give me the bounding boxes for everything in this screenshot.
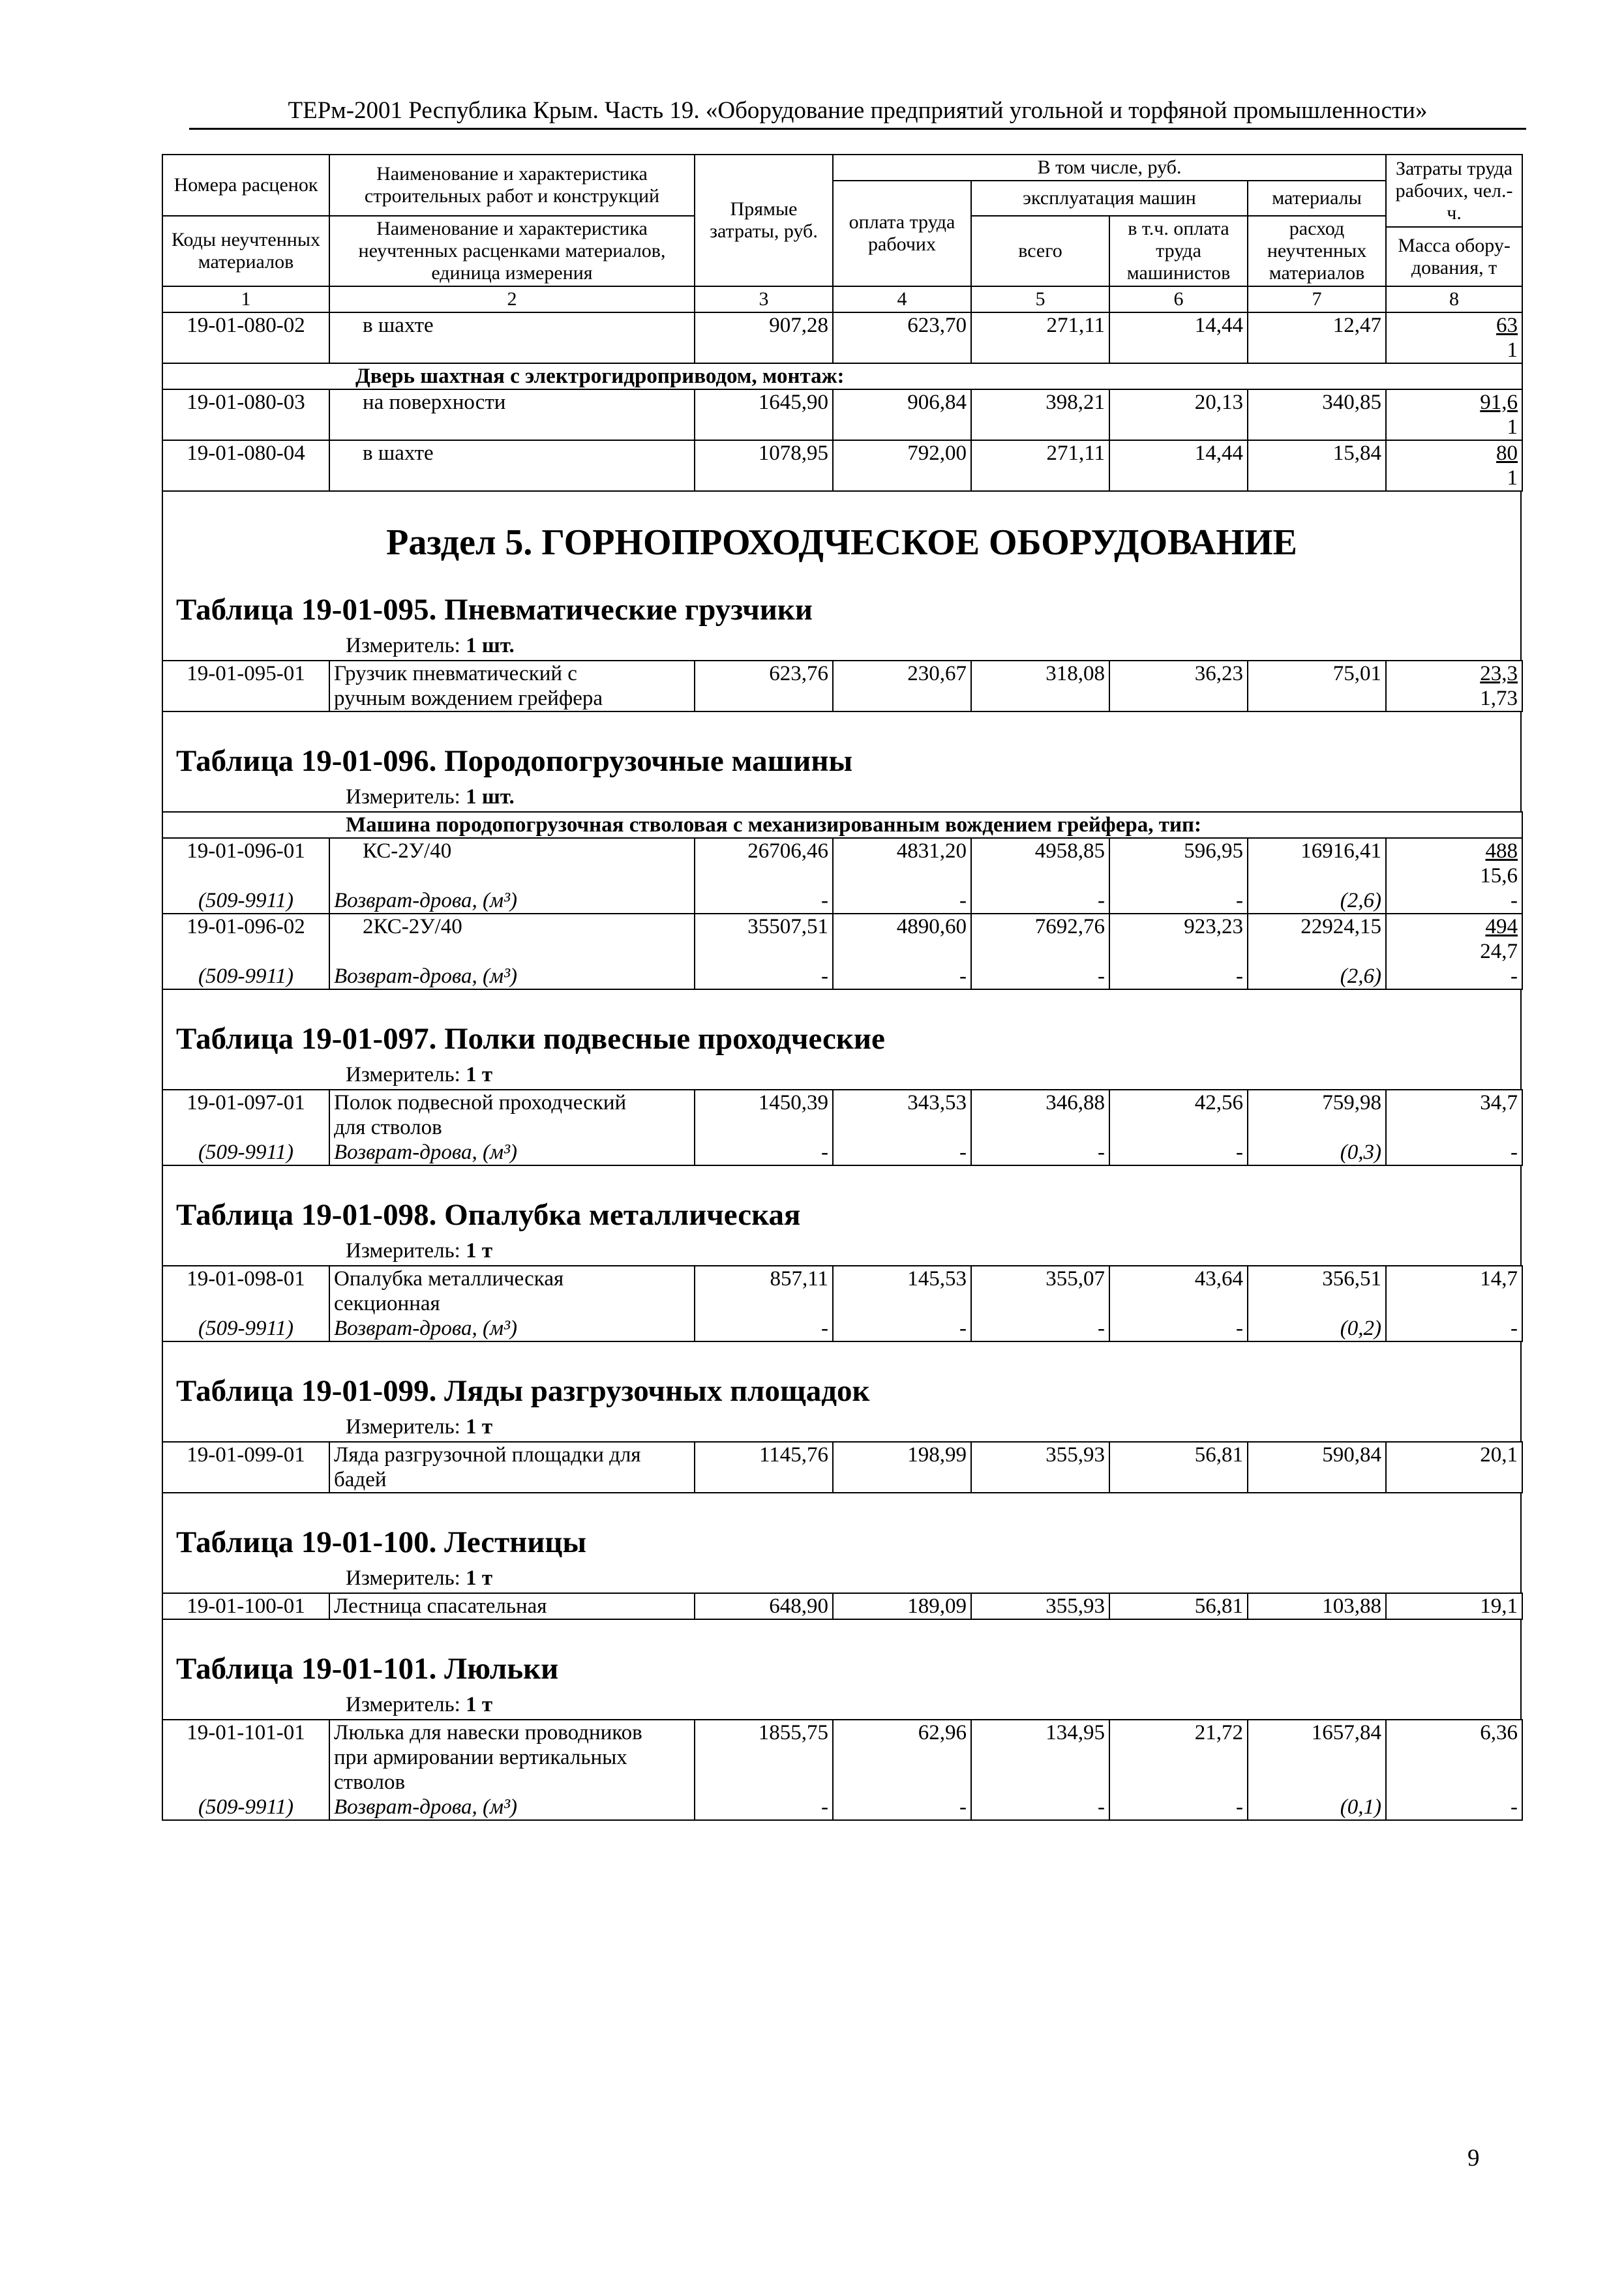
empty-dash-cell: - xyxy=(1109,1316,1248,1341)
rate-code: 19-01-080-02 xyxy=(162,312,329,363)
materials-cost: 103,88 xyxy=(1248,1593,1386,1619)
empty-dash-cell: - xyxy=(1109,1140,1248,1165)
header-rule xyxy=(189,128,1526,130)
table-row xyxy=(162,838,1522,888)
materials-cost: 759,98 xyxy=(1248,1090,1386,1140)
table-19-01-095 xyxy=(162,660,1523,712)
empty-dash-cell: - xyxy=(971,964,1109,989)
direct-cost: 26706,46 xyxy=(695,838,833,888)
labor-mass: 488 15,6 xyxy=(1386,838,1522,888)
labor-pay: 4890,60 xyxy=(833,914,971,964)
operators-pay: 14,44 xyxy=(1109,312,1248,363)
col7-label: расход неучтенных материалов xyxy=(1248,216,1386,286)
material-qty: (0,2) xyxy=(1248,1316,1386,1341)
operators-pay: 20,13 xyxy=(1109,389,1248,440)
table-title: Таблица 19-01-098. Опалубка металлическая xyxy=(176,1198,801,1232)
material-qty: (2,6) xyxy=(1248,888,1386,914)
measure-unit: Измеритель: 1 т xyxy=(346,1063,493,1086)
labor-pay: 623,70 xyxy=(833,312,971,363)
material-code: (509-9911) xyxy=(162,1140,329,1165)
table-row xyxy=(162,1593,1522,1619)
direct-cost: 648,90 xyxy=(695,1593,833,1619)
machines-total: 7692,76 xyxy=(971,914,1109,964)
table-row xyxy=(162,312,1522,363)
materials-cost: 1657,84 xyxy=(1248,1720,1386,1795)
operators-pay: 596,95 xyxy=(1109,838,1248,888)
rate-name: Опалубка металлическая секционная xyxy=(329,1266,695,1316)
materials-cost: 340,85 xyxy=(1248,389,1386,440)
group-heading: Машина породопогрузочная стволовая с механизированным вождением грейфера, тип: xyxy=(162,812,1522,838)
direct-cost: 857,11 xyxy=(695,1266,833,1316)
machines-label: эксплуатация машин xyxy=(971,181,1248,216)
col8-top-label: Затраты труда рабочих, чел.-ч. xyxy=(1386,155,1522,227)
col-number: 8 xyxy=(1386,286,1522,312)
direct-cost: 35507,51 xyxy=(695,914,833,964)
direct-cost: 1645,90 xyxy=(695,389,833,440)
rate-code: 19-01-080-04 xyxy=(162,440,329,491)
table-cell xyxy=(162,363,329,389)
labor-pay: 792,00 xyxy=(833,440,971,491)
rate-name: в шахте xyxy=(329,440,695,491)
table-row xyxy=(162,661,1522,711)
empty-dash-cell: - xyxy=(1386,1795,1522,1820)
table-19-01-100 xyxy=(162,1593,1523,1620)
empty-dash-cell: - xyxy=(1386,964,1522,989)
direct-cost: 1145,76 xyxy=(695,1442,833,1493)
machines-total: 271,11 xyxy=(971,440,1109,491)
col2-top-label: Наименование и характеристика строительных работ и конструкций xyxy=(329,155,695,216)
machines-total: 4958,85 xyxy=(971,838,1109,888)
empty-dash-cell: - xyxy=(695,964,833,989)
table-row xyxy=(162,1266,1522,1316)
rate-code: 19-01-097-01 xyxy=(162,1090,329,1140)
material-code: (509-9911) xyxy=(162,1795,329,1820)
material-row xyxy=(162,1316,1522,1341)
empty-dash-cell: - xyxy=(833,964,971,989)
operators-pay: 56,81 xyxy=(1109,1442,1248,1493)
labor-pay: 198,99 xyxy=(833,1442,971,1493)
materials-cost: 22924,15 xyxy=(1248,914,1386,964)
empty-dash-cell: - xyxy=(695,1140,833,1165)
labor-pay: 343,53 xyxy=(833,1090,971,1140)
table-19-01-097 xyxy=(162,1089,1523,1166)
machines-total: 398,21 xyxy=(971,389,1109,440)
operators-pay: 43,64 xyxy=(1109,1266,1248,1316)
rate-name: 2КС-2У/40 xyxy=(329,914,695,964)
machines-total: 346,88 xyxy=(971,1090,1109,1140)
material-row xyxy=(162,888,1522,914)
rate-code: 19-01-095-01 xyxy=(162,661,329,711)
materials-cost: 356,51 xyxy=(1248,1266,1386,1316)
empty-dash-cell: - xyxy=(1109,964,1248,989)
empty-dash-cell: - xyxy=(1109,888,1248,914)
labor-mass: 494 24,7 xyxy=(1386,914,1522,964)
col2-bottom-label: Наименование и характеристика неучтенных расценками материалов, единица измерения xyxy=(329,216,695,286)
table-title: Таблица 19-01-101. Люльки xyxy=(176,1652,559,1686)
table-19-01-099 xyxy=(162,1441,1523,1493)
table-row xyxy=(162,1442,1522,1493)
labor-mass: 23,3 1,73 xyxy=(1386,661,1522,711)
operators-pay: 56,81 xyxy=(1109,1593,1248,1619)
table-row xyxy=(162,914,1522,964)
empty-dash-cell: - xyxy=(1109,1795,1248,1820)
col-number: 1 xyxy=(162,286,329,312)
section-title: Раздел 5. ГОРНОПРОХОДЧЕСКОЕ ОБОРУДОВАНИЕ xyxy=(386,522,1297,563)
labor-pay: 145,53 xyxy=(833,1266,971,1316)
table-title: Таблица 19-01-100. Лестницы xyxy=(176,1525,587,1559)
operators-pay: 42,56 xyxy=(1109,1090,1248,1140)
rate-name: в шахте xyxy=(329,312,695,363)
direct-cost: 623,76 xyxy=(695,661,833,711)
col-number: 4 xyxy=(833,286,971,312)
material-row xyxy=(162,964,1522,989)
empty-dash-cell: - xyxy=(695,888,833,914)
rate-code: 19-01-100-01 xyxy=(162,1593,329,1619)
labor-pay: 230,67 xyxy=(833,661,971,711)
col-number: 6 xyxy=(1109,286,1248,312)
material-code: (509-9911) xyxy=(162,964,329,989)
table-title: Таблица 19-01-095. Пневматические грузчики xyxy=(176,593,813,627)
page-number: 9 xyxy=(1467,2145,1480,2172)
material-code: (509-9911) xyxy=(162,888,329,914)
empty-dash-cell: - xyxy=(1386,888,1522,914)
table-title: Таблица 19-01-096. Породопогрузочные машины xyxy=(176,744,853,778)
machines-total: 355,93 xyxy=(971,1593,1109,1619)
empty-dash-cell: - xyxy=(1386,1316,1522,1341)
table-title: Таблица 19-01-099. Ляды разгрузочных площадок xyxy=(176,1374,870,1408)
materials-cost: 590,84 xyxy=(1248,1442,1386,1493)
measure-unit: Измеритель: 1 т xyxy=(346,1415,493,1439)
col3-label: Прямые затраты, руб. xyxy=(695,155,833,286)
empty-dash-cell: - xyxy=(695,1316,833,1341)
materials-cost: 15,84 xyxy=(1248,440,1386,491)
col1-top-label: Номера расценок xyxy=(162,155,329,216)
material-name: Возврат-дрова, (м³) xyxy=(329,1140,695,1165)
group-label: В том числе, руб. xyxy=(833,155,1386,181)
direct-cost: 1855,75 xyxy=(695,1720,833,1795)
rate-name: Лестница спасательная xyxy=(329,1593,695,1619)
table-row xyxy=(162,1090,1522,1140)
labor-mass: 91,6 1 xyxy=(1386,389,1522,440)
labor-pay: 189,09 xyxy=(833,1593,971,1619)
rate-name: на поверхности xyxy=(329,389,695,440)
rate-name: Полок подвесной проходческий для стволов xyxy=(329,1090,695,1140)
rate-code: 19-01-099-01 xyxy=(162,1442,329,1493)
column-header-table xyxy=(162,154,1523,492)
materials-cost: 75,01 xyxy=(1248,661,1386,711)
material-qty: (2,6) xyxy=(1248,964,1386,989)
table-row xyxy=(162,440,1522,491)
material-name: Возврат-дрова, (м³) xyxy=(329,1795,695,1820)
rate-code: 19-01-096-01 xyxy=(162,838,329,888)
material-row xyxy=(162,1140,1522,1165)
direct-cost: 1078,95 xyxy=(695,440,833,491)
group-heading: Дверь шахтная с электрогидроприводом, монтаж: xyxy=(329,363,1522,389)
running-header: ТЕРм-2001 Республика Крым. Часть 19. «Оборудование предприятий угольной и торфяной промышленности» xyxy=(288,97,1428,124)
empty-dash-cell: - xyxy=(833,1316,971,1341)
materials-cost: 16916,41 xyxy=(1248,838,1386,888)
empty-dash-cell: - xyxy=(971,1795,1109,1820)
operators-pay: 21,72 xyxy=(1109,1720,1248,1795)
col4-label: оплата труда рабочих xyxy=(833,181,971,286)
material-name: Возврат-дрова, (м³) xyxy=(329,888,695,914)
machines-total: 355,93 xyxy=(971,1442,1109,1493)
col6-label: в т.ч. оплата труда машинистов xyxy=(1109,216,1248,286)
labor-mass: 14,7 xyxy=(1386,1266,1522,1316)
table-19-01-098 xyxy=(162,1265,1523,1342)
table-row xyxy=(162,1720,1522,1795)
empty-dash-cell: - xyxy=(833,1140,971,1165)
operators-pay: 923,23 xyxy=(1109,914,1248,964)
material-name: Возврат-дрова, (м³) xyxy=(329,964,695,989)
material-name: Возврат-дрова, (м³) xyxy=(329,1316,695,1341)
measure-unit: Измеритель: 1 т xyxy=(346,1566,493,1590)
labor-pay: 906,84 xyxy=(833,389,971,440)
empty-dash-cell: - xyxy=(971,1316,1109,1341)
empty-dash-cell: - xyxy=(1386,1140,1522,1165)
rate-code: 19-01-096-02 xyxy=(162,914,329,964)
measure-unit: Измеритель: 1 шт. xyxy=(346,634,515,657)
material-qty: (0,3) xyxy=(1248,1140,1386,1165)
col-number: 7 xyxy=(1248,286,1386,312)
table-row xyxy=(162,389,1522,440)
labor-mass: 19,1 xyxy=(1386,1593,1522,1619)
col5-label: всего xyxy=(971,216,1109,286)
labor-mass: 20,1 xyxy=(1386,1442,1522,1493)
operators-pay: 14,44 xyxy=(1109,440,1248,491)
measure-unit: Измеритель: 1 шт. xyxy=(346,785,515,809)
empty-dash-cell: - xyxy=(695,1795,833,1820)
rate-code: 19-01-080-03 xyxy=(162,389,329,440)
col-number: 3 xyxy=(695,286,833,312)
table-title: Таблица 19-01-097. Полки подвесные проходческие xyxy=(176,1022,885,1056)
rate-name: Люлька для навески проводников при армировании вертикальных стволов xyxy=(329,1720,695,1795)
empty-dash-cell: - xyxy=(833,1795,971,1820)
measure-unit: Измеритель: 1 т xyxy=(346,1239,493,1263)
labor-mass: 6,36 xyxy=(1386,1720,1522,1795)
rate-name: КС-2У/40 xyxy=(329,838,695,888)
material-row xyxy=(162,1795,1522,1820)
col1-bottom-label: Коды неучтенных материалов xyxy=(162,216,329,286)
col-number: 2 xyxy=(329,286,695,312)
table-19-01-101 xyxy=(162,1719,1523,1821)
machines-total: 355,07 xyxy=(971,1266,1109,1316)
machines-total: 271,11 xyxy=(971,312,1109,363)
col8-bottom-label: Масса обору-дования, т xyxy=(1386,227,1522,286)
material-code: (509-9911) xyxy=(162,1316,329,1341)
machines-total: 134,95 xyxy=(971,1720,1109,1795)
labor-mass: 34,7 xyxy=(1386,1090,1522,1140)
empty-dash-cell: - xyxy=(971,1140,1109,1165)
direct-cost: 907,28 xyxy=(695,312,833,363)
materials-label: материалы xyxy=(1248,181,1386,216)
material-qty: (0,1) xyxy=(1248,1795,1386,1820)
labor-mass: 80 1 xyxy=(1386,440,1522,491)
labor-pay: 62,96 xyxy=(833,1720,971,1795)
table-19-01-096 xyxy=(162,811,1523,990)
operators-pay: 36,23 xyxy=(1109,661,1248,711)
machines-total: 318,08 xyxy=(971,661,1109,711)
measure-unit: Измеритель: 1 т xyxy=(346,1693,493,1716)
direct-cost: 1450,39 xyxy=(695,1090,833,1140)
materials-cost: 12,47 xyxy=(1248,312,1386,363)
rate-code: 19-01-101-01 xyxy=(162,1720,329,1795)
section-frame xyxy=(162,492,1522,660)
labor-pay: 4831,20 xyxy=(833,838,971,888)
price-sheet xyxy=(162,154,1522,2022)
rate-name: Грузчик пневматический с ручным вождением грейфера xyxy=(329,661,695,711)
rate-name: Ляда разгрузочной площадки для бадей xyxy=(329,1442,695,1493)
col-number: 5 xyxy=(971,286,1109,312)
rate-code: 19-01-098-01 xyxy=(162,1266,329,1316)
empty-dash-cell: - xyxy=(971,888,1109,914)
empty-dash-cell: - xyxy=(833,888,971,914)
labor-mass: 63 1 xyxy=(1386,312,1522,363)
